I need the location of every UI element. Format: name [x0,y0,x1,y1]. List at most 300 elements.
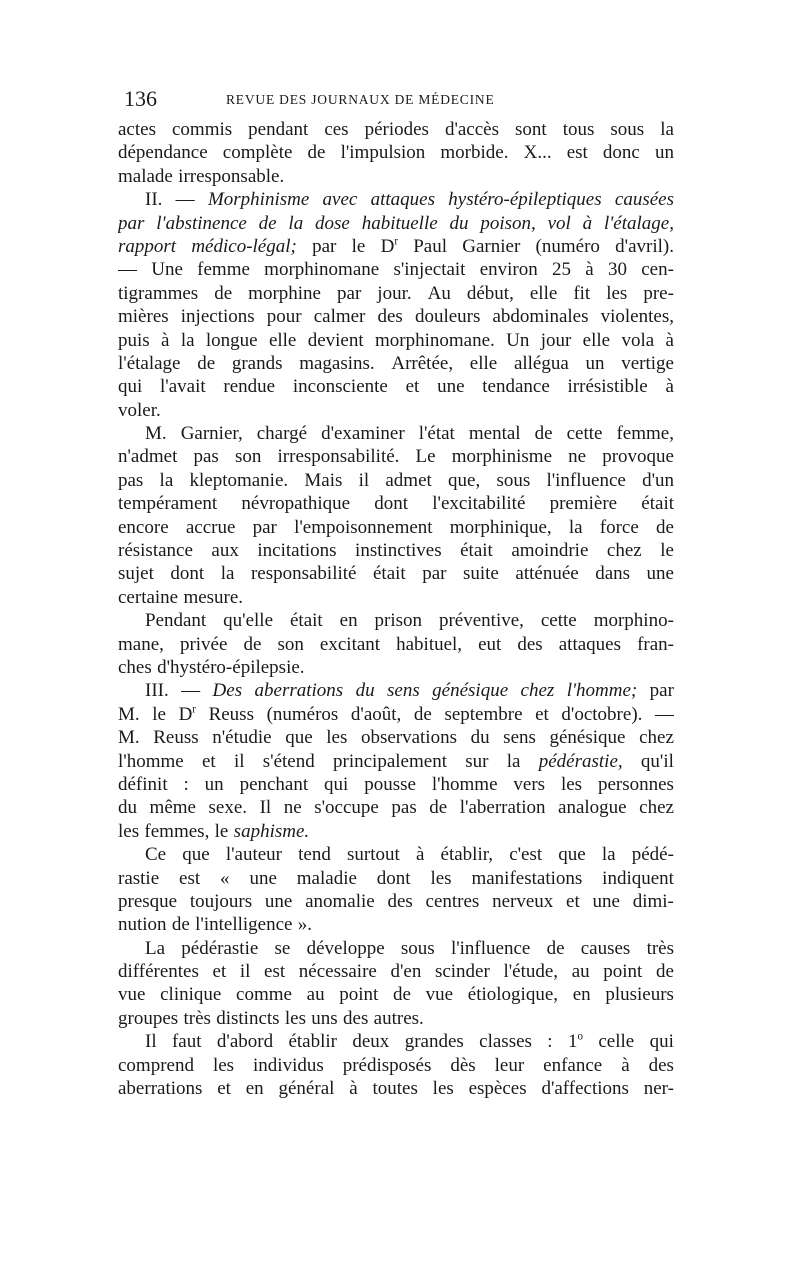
text-fragment: X... [523,142,552,164]
word [352,235,366,258]
word [615,235,674,258]
word [422,562,446,585]
word [288,212,303,235]
text-fragment: atténuée [515,563,579,585]
text-fragment: M. [118,727,140,749]
text-fragment: D [380,235,395,257]
text-line [118,1030,674,1053]
word [414,703,432,726]
text-fragment: vers [513,773,546,795]
word [359,469,370,492]
word [255,679,344,702]
text-fragment: de [307,142,326,164]
word [644,1077,674,1100]
word [223,609,273,632]
text-line [118,1077,674,1100]
word [314,305,366,328]
text-fragment: Reuss [153,727,199,749]
word [583,212,593,235]
word [176,188,195,211]
text-fragment: ches [118,656,152,678]
word [416,445,436,468]
text-line [118,937,674,960]
word [181,305,255,328]
word [387,679,420,702]
word [151,258,183,281]
text-fragment: hystéro-épileptiques [448,189,602,211]
text-fragment: chez [606,540,642,562]
superscript: o [577,1030,583,1043]
text-fragment: l'avait [160,376,206,398]
text-fragment: par [118,212,145,234]
word [118,118,156,141]
text-fragment: force [599,516,639,538]
text-fragment: l'état [418,423,455,445]
word [278,445,400,468]
word [469,1077,527,1100]
text-line [118,375,674,398]
text-fragment: début, [466,282,514,304]
text-fragment: elle [529,282,558,304]
word [257,422,307,445]
word [535,703,549,726]
text-fragment: toujours [189,890,253,912]
text-fragment: par [337,282,362,304]
word [365,118,429,141]
word [439,609,524,632]
text-fragment: II. [145,189,163,211]
text-fragment: la [288,212,304,234]
text-fragment: Un [506,329,530,351]
text-fragment: ». [297,914,313,936]
word [195,913,292,936]
text-fragment: observations [360,727,457,749]
text-fragment: sous [496,469,531,491]
word [432,679,508,702]
text-fragment: était [372,563,406,585]
text-fragment: de [546,937,565,959]
word [161,329,169,352]
text-fragment: un [654,142,674,164]
word [387,890,412,913]
word [333,750,447,773]
word [202,750,216,773]
text-fragment: morphine [248,282,321,304]
text-fragment: le [351,235,366,257]
text-fragment: prédisposés [342,1054,432,1076]
word [118,329,150,352]
word [541,329,572,352]
word [326,726,347,749]
word [186,516,236,539]
word [462,235,520,258]
word [647,937,674,960]
text-fragment: — [655,703,674,725]
text-fragment: penchant [239,773,309,795]
text-fragment: pendant [248,119,309,140]
word [156,212,247,235]
text-fragment: autres. [373,1007,424,1029]
word [241,492,350,515]
word [191,235,297,258]
text-fragment: son [277,633,304,655]
word [211,539,238,562]
word [511,539,588,562]
text-fragment: de [429,797,448,819]
word [170,562,204,585]
text-fragment: l'étalage [118,352,181,374]
word [362,212,438,235]
text-fragment: était [289,610,323,632]
text-fragment: une [592,890,620,912]
text-fragment: à [415,844,425,866]
text-fragment: individus [253,1054,324,1076]
text-fragment: certaine [118,586,179,608]
text-line [118,773,674,796]
text-line [118,516,674,539]
word [479,1030,532,1053]
word [157,656,304,679]
text-fragment: puis [118,329,150,351]
text-fragment: commis [171,119,233,140]
text-fragment: rendue [223,376,276,398]
word [253,1054,324,1077]
text-fragment: habituel, [396,633,463,655]
word [308,141,326,164]
word [547,1030,552,1053]
text-fragment: pas [391,797,417,819]
text-line [118,1007,674,1030]
word [375,329,495,352]
text-fragment: les [560,773,583,795]
text-fragment: mesure. [183,586,244,608]
word [606,282,627,305]
word [610,118,644,141]
word [312,235,336,258]
text-fragment: dont [376,867,411,889]
text-fragment: sont [515,119,547,140]
word [118,539,193,562]
text-fragment: espèces [468,1078,527,1100]
word [605,983,674,1006]
text-fragment: par [649,680,674,702]
text-line [118,141,674,164]
word [275,937,291,960]
text-fragment: l'influence [450,937,531,959]
text-fragment: d'avril). [615,235,674,257]
text-fragment: de [197,352,216,374]
word [374,1007,424,1030]
word [248,118,308,141]
text-line [118,586,674,609]
word [343,1054,432,1077]
text-fragment: : [547,1031,553,1053]
word [567,141,588,164]
text-fragment: admet [385,469,432,491]
text-fragment: : [183,773,189,795]
word [566,890,580,913]
text-fragment: établir [288,1031,337,1053]
word [343,1007,368,1030]
word [240,960,251,983]
word [548,212,571,235]
word [118,212,144,235]
word [385,469,431,492]
text-fragment: pousse [364,773,416,795]
text-fragment: (numéros [266,703,339,725]
text-fragment: instinctives [355,540,442,562]
text-fragment: M. [118,703,140,725]
word [253,516,277,539]
word [393,258,465,281]
text-fragment: l'homme [118,750,184,772]
text-fragment: par [252,516,277,538]
text-fragment: Ce [145,844,167,866]
text-fragment: d'accès [444,119,500,140]
word [450,1054,475,1077]
word [118,726,140,749]
word [172,913,190,936]
text-fragment: pre- [643,282,674,304]
word [118,258,137,281]
word [541,1077,629,1100]
word [637,633,674,656]
text-fragment: 25 [552,259,572,281]
word [615,188,674,211]
text-line [118,399,674,422]
text-fragment: de [214,282,233,304]
word [118,703,140,726]
word [573,282,590,305]
word [377,282,411,305]
word [583,329,610,352]
word [184,773,189,796]
text-fragment: pas [193,446,219,468]
text-line [118,352,674,375]
text-fragment: à [621,1054,630,1076]
text-fragment: faut [171,1031,202,1053]
text-fragment: sur [465,750,489,772]
word [639,726,674,749]
text-fragment: maladie [296,867,357,889]
word [393,983,411,1006]
word [223,375,275,398]
text-fragment: inconsciente [292,376,388,398]
word [118,586,178,609]
word [506,329,529,352]
word [655,141,674,164]
text-fragment: sous [400,937,435,959]
text-fragment: que [182,844,210,866]
text-fragment: et [212,961,227,983]
word [236,983,292,1006]
word [650,1030,674,1053]
word [375,609,423,632]
word [496,469,530,492]
text-fragment: la [159,469,174,491]
word [641,750,674,773]
word [298,913,312,936]
word [290,609,323,632]
word [257,539,336,562]
text-fragment: et [405,376,420,398]
word [118,141,208,164]
word [495,1054,525,1077]
word [374,492,408,515]
text-fragment: ne [568,446,587,468]
word [463,562,499,585]
text-fragment: l'aberration [459,797,546,819]
text-fragment: ces [324,119,349,140]
text-fragment: génésique [432,680,509,702]
text-fragment: l'homme; [566,680,638,702]
word [347,843,400,866]
text-fragment: (numéro [535,235,600,257]
word [641,258,674,281]
word [308,329,364,352]
word [209,703,254,726]
text-fragment: l'étude, [503,961,559,983]
word [118,633,164,656]
text-fragment: malade [118,165,173,187]
text-fragment: à [585,259,594,281]
word [373,562,406,585]
text-fragment: magasins. [299,352,375,374]
text-fragment: sens [387,680,420,702]
word [118,562,154,585]
text-line [118,679,674,702]
text-fragment: presque [118,890,178,912]
text-fragment: morphinomane. [375,329,495,351]
text-fragment: ne [283,797,302,819]
word [572,960,590,983]
word [221,562,235,585]
word [448,469,480,492]
word [118,235,176,258]
text-fragment: point [339,984,379,1006]
text-fragment: par [312,235,337,257]
word [448,188,601,211]
text-fragment: morphino- [593,610,674,632]
word [145,843,166,866]
word [433,1077,454,1100]
text-fragment: chez [639,727,674,749]
text-fragment: grands [231,352,283,374]
word [513,773,545,796]
word [656,516,674,539]
word [213,679,243,702]
text-fragment: définit [118,773,168,795]
text-fragment: irresponsable. [178,165,285,187]
word [401,937,435,960]
text-fragment: sens [503,727,536,749]
word [503,726,536,749]
word [603,141,640,164]
word [118,983,145,1006]
text-fragment: l'homme [431,773,498,795]
text-fragment: en [339,610,358,632]
word [536,235,600,258]
word [150,796,196,819]
text-fragment: une [249,867,277,889]
text-fragment: et [535,703,549,725]
page-header [118,82,674,118]
text-fragment: dépendance [118,142,208,164]
text-fragment: il [358,469,370,491]
word [160,983,221,1006]
word [665,375,673,398]
word [546,469,625,492]
text-fragment: les [430,867,452,889]
word [643,282,674,305]
word [524,141,552,164]
text-fragment: causées [614,189,674,211]
text-fragment: les [212,1054,235,1076]
text-fragment: tempérament [118,493,218,515]
word [530,282,557,305]
word [341,141,426,164]
text-fragment: Le [415,446,436,468]
word [593,890,620,913]
word [514,352,569,375]
word [440,141,508,164]
word [183,1007,210,1030]
word [311,1007,337,1030]
text-fragment: l'influence [546,469,626,491]
word [435,960,490,983]
word [118,796,137,819]
text-fragment: et [566,890,580,912]
text-fragment: Il [145,1031,157,1053]
text-fragment: se [274,937,291,959]
text-fragment: anomalie [305,890,375,912]
text-line [118,492,674,515]
word [299,352,374,375]
word [371,188,435,211]
text-fragment: un [204,773,224,795]
text-fragment: l'empoisonnement [294,516,433,538]
word [118,165,173,188]
word [515,562,578,585]
text-fragment: irrésistible [567,376,648,398]
text-fragment: à [582,212,593,234]
word [480,258,538,281]
text-fragment: saphisme. [233,820,310,842]
word [602,843,616,866]
text-fragment: cen- [641,259,674,281]
text-fragment: — [118,259,137,281]
word [406,375,420,398]
text-fragment: comme [236,984,292,1006]
text-fragment: à [665,376,674,398]
word [232,352,283,375]
word [118,282,198,305]
text-fragment: une [264,890,293,912]
text-fragment: s'occupe [314,797,379,819]
text-fragment: distincts [216,1007,280,1029]
superscript: r [394,235,398,248]
text-fragment: son [234,446,262,468]
word [642,469,674,492]
text-fragment: même [149,797,196,819]
text-fragment: l'excitabilité [432,493,526,515]
word [118,492,217,515]
text-fragment: chez [520,680,555,702]
text-fragment: sous [610,119,645,140]
word [160,469,174,492]
text-fragment: du [118,797,137,819]
word [284,796,302,819]
